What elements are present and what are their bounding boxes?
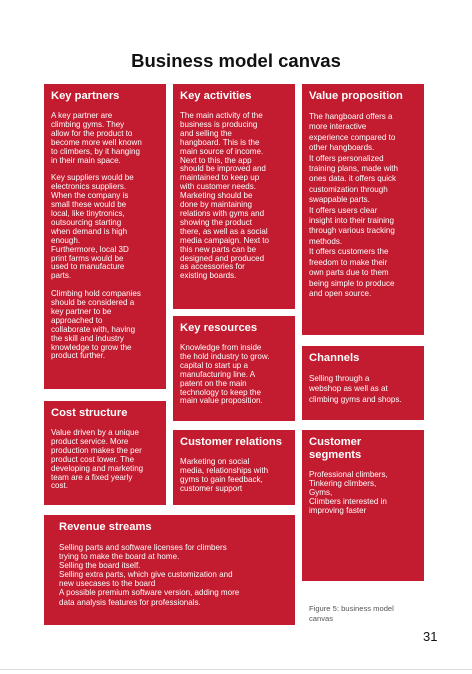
key-resources-heading: Key resources: [180, 322, 258, 334]
key-partners-text: A key partner are climbing gyms. They allow for the product to become more well known to climbers, by it hanging in their main space. Key suppliers would be electronics suppliers. When the company is small these would be local, like tinytronics, outsourcing starting when demand is high enough. Furthermore, local 3D print farms would be used to manufacture parts. Climbing hold companies should be considered a key partner to be approached to collaborate with, having the skill and industry knowledge to grow the product further.: [51, 111, 142, 361]
channels-heading: Channels: [309, 352, 360, 364]
value-proposition-text: The hangboard offers a more interactive experience compared to other hangboards. It offers personalized training plans, made with ones data. it offers quick customization through swappable parts. It offers users clear insight into their training through various tracking methods. It offers customers the freedom to make their own parts due to them being simple to produce and open source.: [309, 112, 399, 298]
page-title: Business model canvas: [131, 50, 341, 71]
revenue-streams-heading: Revenue streams: [59, 521, 152, 533]
page-bottom-divider: [0, 669, 472, 670]
key-activities-box: [173, 84, 295, 309]
value-proposition-heading: Value proposition: [309, 90, 403, 102]
revenue-streams-text: Selling parts and software licenses for climbers trying to make the board at home. Selling the board itself. Selling extra parts, which give customization and new usecases to the board A possible premium software version, adding more data analysis features for professionals.: [59, 543, 240, 607]
key-activities-heading: Key activities: [180, 90, 252, 102]
customer-relations-heading: Customer relations: [180, 436, 282, 448]
channels-text: Selling through a webshop as well as at climbing gyms and shops.: [309, 374, 402, 404]
cost-structure-box: [44, 401, 166, 505]
cost-structure-text: Value driven by a unique product service. More production makes the per product cost lower. The developing and marketing team are a fixed yearly cost.: [51, 428, 144, 491]
customer-relations-text: Marketing on social media, relationships with gyms to gain feedback, customer support: [180, 457, 269, 493]
figure-caption: Figure 5: business model canvas: [309, 604, 394, 624]
cost-structure-heading: Cost structure: [51, 407, 128, 419]
customer-segments-heading: Customer segments: [309, 436, 362, 461]
key-activities-text: The main activity of the business is producing and selling the hangboard. This is the main source of income. Next to this, the app should be improved and maintained to keep up with customer needs. Marketing should be done by maintaining relations with gyms and showing the product there, as well as a social media campaign. Next to this new parts can be designed and produced as accessories for existing boards.: [180, 111, 270, 281]
key-partners-heading: Key partners: [51, 90, 120, 102]
channels-box: [302, 346, 424, 420]
page-number: 31: [423, 629, 438, 644]
key-resources-box: [173, 316, 295, 421]
key-partners-box: [44, 84, 166, 389]
customer-relations-box: [173, 430, 295, 505]
revenue-streams-box: [44, 515, 295, 625]
customer-segments-box: [302, 430, 424, 581]
key-resources-text: Knowledge from inside the hold industry to grow. capital to start up a manufacturing line. A patent on the main technology to keep the main value proposition.: [180, 343, 270, 406]
customer-segments-text: Professional climbers, Tinkering climbers, Gyms, Climbers interested in improving faster: [309, 470, 388, 515]
value-proposition-box: [302, 84, 424, 335]
